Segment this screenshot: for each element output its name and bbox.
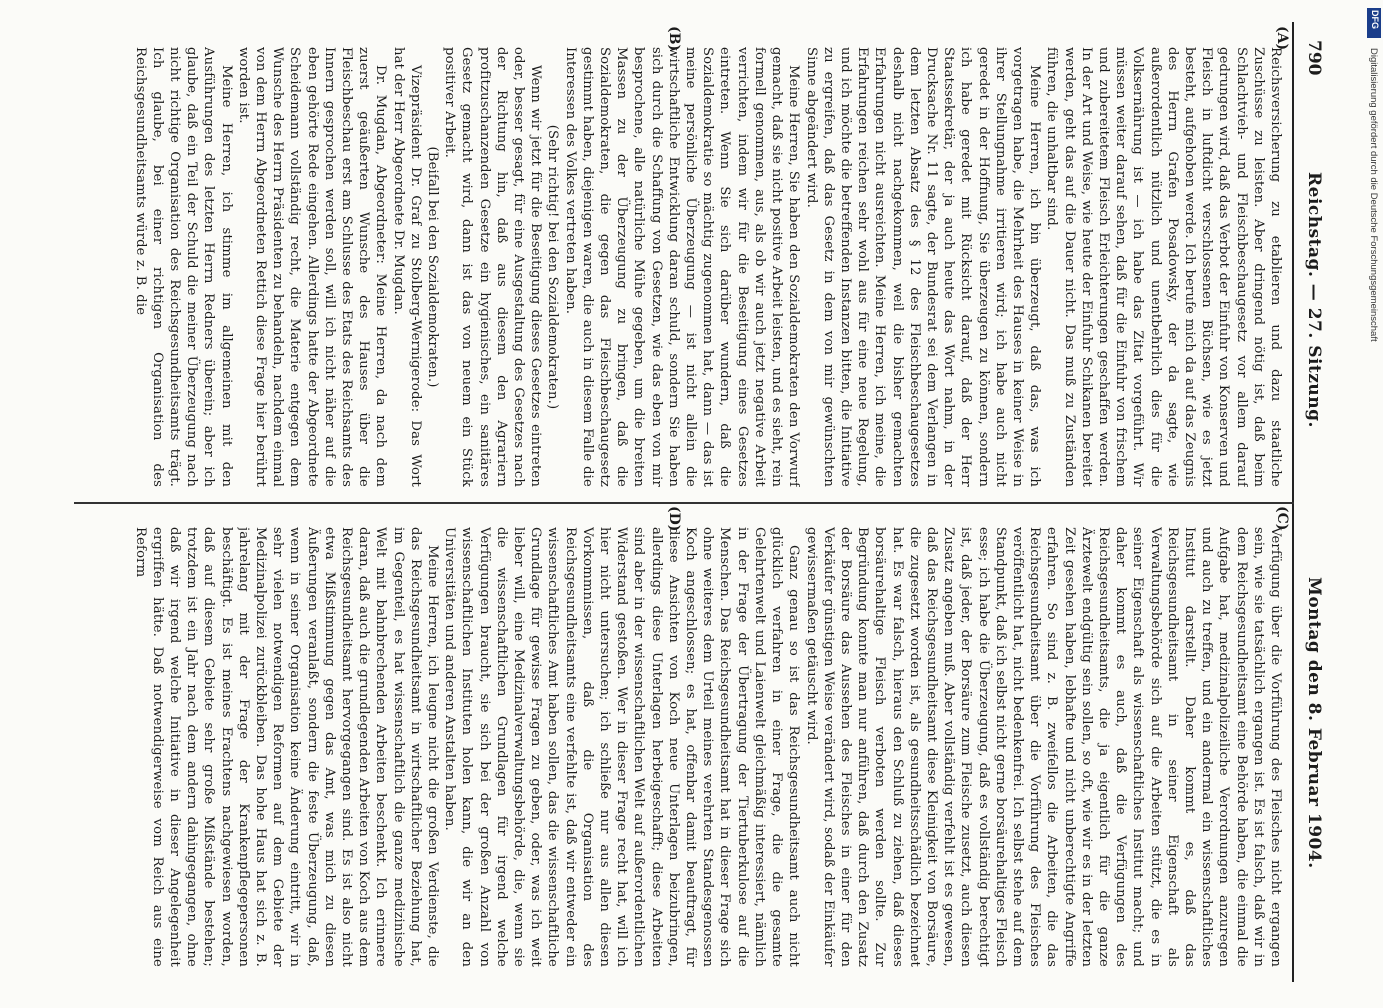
dfg-logo — [1367, 8, 1381, 38]
digitization-credit — [1364, 8, 1380, 993]
column-divider — [74, 502, 1294, 504]
page-header — [1290, 22, 1330, 982]
paragraph: Meine Herren, ich bin überzeugt, daß das, was ich vorgetragen habe, die Mehrheit des Hauses in keiner Weise in ihrer Stellungnahme irritieren wird; ich habe auch nicht geredet in der Hoffnung, Sie überzeugen zu können, sondern ich habe geredet mit Rücksicht darauf, daß der Herr Staatssekretär, der ja auch heute das Wort nahm, in der Drucksache Nr. 11 sagte, der Bundesrat sei dem Verlangen in dem letzten Absatz des § 12 des Fleischbeschaugesetzes deshalb nicht nachgekommen, weil die bisher gemachten Erfahrungen nicht ausreichten. Meine Herren, ich meine, die Erfahrungen reichen sehr wohl aus für eine neue Regelung, und ich möchte die betreffenden Instanzen bitten, die Initiative zu ergreifen, daß das Gesetz in dem von mir gewünschten Sinne abgeändert wird. — [803, 47, 1043, 487]
paragraph: Meine Herren, ich leugne nicht die großen Verdienste, die das Reichsgesundheitsamt in wirtschaftlicher Beziehung hat, im Gegenteil, es hat wissenschaftlich die ganze medizinische Welt mit bahnbrechenden Arbeiten beschenkt. Ich erinnere daran, daß auch die grundlegenden Arbeiten von Koch aus dem Reichsgesundheitsamt hervorgegangen sind. Es ist also nicht etwa Mißstimmung gegen das Amt, was mich zu diesen Äußerungen veranlaßt, sondern die feste Überzeugung, daß, wenn in seiner Organisation keine Änderung eintritt, wir in sehr vielen notwendigen Reformen auf dem Gebiete der Medizinalpolizei zurückbleiben. Das hohe Haus hat sich z. B. jahrelang mit der Frage der Krankenpflegepersonen beschäftigt. Es ist meines Erachtens nachgewiesen worden, daß auf diesem Gebiete sehr große Mißstände bestehen; trotzdem ist ein Jahr nach dem andern dahingegangen, ohne daß wir irgend welche Initiative in dieser Angelegenheit ergriffen hätte. Daß notwendigerweise vom Reich aus eine Reform — [132, 527, 441, 967]
paragraph: Meine Herren, ich stimme im allgemeinen mit den Ausführungen des letzten Herrn Redners überein; aber ich glaube, daß ein Teil der Schuld die meiner Überzeugung nach nicht richtige Organisation des Reichsgesundheitsamts trägt. Ich glaube, bei einer richtigen Organisation des Reichsgesundheitsamts würde z. B. die — [132, 47, 234, 487]
paragraph: Ganz genau so ist das Reichsgesundheitsamt auch nicht glücklich verfahren in einer Frage, die die gesamte Gelehrtenwelt und Laienwelt gleichmäßig interessiert, nämlich in der Frage der Übertragung der Tiertuberkulose auf die Menschen. Das Reichsgesundheitsamt hat in dieser Frage sich ohne weiteres dem Urteil meines verehrten Standesgenossen Koch angeschlossen; es hat, offenbar damit beauftragt, für diese Ansichten von Koch neue Unterlagen beizubringen, allerdings diese Unterlagen herbeigeschafft; diese Arbeiten sind aber in der wissenschaftlichen Welt auf außerordentlichen Widerstand gestoßen. Wer in dieser Frage recht hat, will ich hier nicht untersuchen; ich schließe nur aus allen diesen Vorkommnissen, daß die Organisation des Reichsgesundheitsamts eine verfehlte ist, daß wir entweder ein wissenschaftliches Amt haben sollen, das die wissenschaftliche Grundlage für gewisse Fragen zu geben, oder, was ich weit lieber will, eine Medizinalverwaltungsbehörde, die, wenn sie die wissenschaftlichen Grundlagen für irgend welche Verfügungen braucht, sie sich bei der großen Anzahl von wissenschaftlichen Instituten holen kann, die wir an den Universitäten und anderen Anstalten haben. — [442, 527, 802, 967]
paragraph: Wenn wir jetzt für die Beseitigung dieses Gesetzes eintreten oder, besser gesagt, für eine Ausgestaltung des Gesetzes nach der Richtung hin, daß aus diesem den Agrariern profitzuschanzenden Gesetze ein hygienisches, ein sanitäres Gesetz gemacht wird, dann ist das von neuem ein Stück positiver Arbeit. — [442, 47, 544, 487]
margin-letter-c: (C) — [1274, 506, 1290, 531]
page-number: 790 — [1304, 40, 1324, 76]
session-date: Montag den 8. Februar 1904. — [1304, 577, 1324, 869]
session-title: Reichstag. — 27. Sitzung. — [1304, 172, 1324, 428]
right-column — [74, 527, 1284, 967]
interjection: (Sehr richtig! bei den Sozialdemokraten.) — [545, 124, 561, 410]
interjection: (Beifall bei den Sozialdemokraten.) — [425, 146, 441, 388]
margin-letter-d: (D) — [666, 506, 682, 532]
dfg-logo-text: DFG — [1370, 10, 1380, 29]
margin-letter-b: (B) — [666, 26, 682, 52]
left-column — [74, 47, 1284, 487]
paragraph: Meine Herren, Sie haben den Sozialdemokraten den Vorwurf gemacht, daß sie nicht positive Arbeit leisten, und es sieht, rein formell genommen, aus, als ob wir auch jetzt negative Arbeit verrichten, indem wir für die Beseitigung eines Gesetzes eintreten. Wenn Sie sich darüber wundern, daß die Sozialdemokratie so mächtig zugenommen hat, dann — das ist meine persönliche Überzeugung — ist nicht allein die wirtschaftliche Entwicklung daran schuld, sondern Sie haben sich durch die Schaffung von Gesetzen, wie das eben von mir besprochene, alle natürliche Mühe gegeben, um die breiten Massen zu der Überzeugung zu bringen, daß die Sozialdemokraten, die gegen das Fleischbeschaugesetz gestimmt haben, diejenigen waren, die auch in diesem Falle die Interessen des Volkes vertreten haben. — [562, 47, 802, 487]
paragraph: Verfügung über die Vorführung des Fleisches nicht ergangen sein, wie sie tatsächlich ergangen ist. Es ist falsch, daß wir in dem Reichsgesundheitsamt eine Behörde haben, die einmal die Aufgabe hat, medizinalpolizeiliche Verordnungen anzuregen und auch zu treffen, und ein andermal ein wissenschaftliches Institut darstellt. Daher kommt es, daß das Reichsgesundheitsamt in seiner Eigenschaft als Verwaltungsbehörde sich auf die Arbeiten stützt, die es in seiner Eigenschaft als wissenschaftliches Institut macht; und daher kommt es auch, daß die Verfügungen des Reichsgesundheitsamts, die ja eigentlich für die ganze Ärztewelt endgültig sein sollen, so oft, wie wir es in der letzten Zeit gesehen haben, lebhafte und nicht unberechtigte Angriffe erfahren. So sind z. B. zweifellos die Arbeiten, die das Reichsgesundheitsamt über die Vorführung des Fleisches veröffentlicht hat, nicht bedenkenfrei. Ich selbst stehe auf dem Standpunkt, daß ich selbst nicht gerne borsäurehaltiges Fleisch esse; ich habe die Überzeugung, daß es vollständig berechtigt ist, daß jeder, der Borsäure zum Fleische zusetzt, auch diesen Zusatz angeben muß. Aber vollständig verfehlt ist es gewesen, daß das Reichsgesundheitsamt diese Kleinigkeit von Borsäure, die zugesetzt worden ist, als gesundheitsschädlich bezeichnet hat. Es war falsch, hieraus den Schluß zu ziehen, daß dieses borsäurehaltige Fleisch verboten werden sollte. Zur Begründung konnte man nur anführen, daß durch den Zusatz der Borsäure das Aussehen des Fleisches in einer für den Verkäufer günstigen Weise verändert wird, sodaß der Einkäufer gewissermaßen getäuscht wird. — [803, 527, 1283, 967]
speaker-paragraph: Vizepräsident Dr. Graf zu Stolberg-Wernigerode: Das Wort hat der Herr Abgeordnete Dr. Mugdan. — [390, 47, 423, 487]
paragraph: Reichsversicherung zu etablieren und dazu staatliche Zuschüsse zu leisten. Aber dringend nötig ist, daß beim Schlachtvieh- und Fleischbeschaugesetz vor allem darauf gedrungen wird, daß das Verbot der Einfuhr von Konserven und Fleisch in luftdicht verschlossenen Büchsen, wie es jetzt besteht, aufgehoben werde. Ich berufe mich da auf das Zeugnis des Herrn Grafen Posadowsky, der da sagte, wie außerordentlich nützlich und unentbehrlich dies für die Volksernährung ist — ich habe das Zitat vorgeführt. Wir müssen weiter darauf sehen, daß für die Einfuhr von frischem und zubereitetem Fleisch Erleichterungen geschaffen werden. In der Art und Weise, wie heute der Einfuhr Schikanen bereitet werden, geht das auf die Dauer nicht. Das muß zu Zuständen führen, die unhaltbar sind. — [1044, 47, 1283, 487]
credit-text: Digitalisierung gefördert durch die Deutsche Forschungsgemeinschaft — [1368, 48, 1379, 342]
rotated-page — [70, 22, 1330, 982]
margin-letter-a: (A) — [1274, 26, 1290, 51]
speaker-paragraph: Dr. Mugdan, Abgeordneter: Meine Herren, da nach dem zuerst geäußerten Wunsche des Hauses über die Fleischbeschau erst am Schlusse des Etats des Reichsamts des Innern gesprochen werden soll, will ich nicht näher auf die eben gehörte Rede eingehen. Allerdings hatte der Abgeordnete Scheidemann vollständig recht, die Materie entgegen dem Wunsche des Herrn Präsidenten zu behandeln, nachdem einmal von dem Herrn Abgeordneten Rettich diese Frage hier berührt worden ist. — [235, 47, 389, 487]
